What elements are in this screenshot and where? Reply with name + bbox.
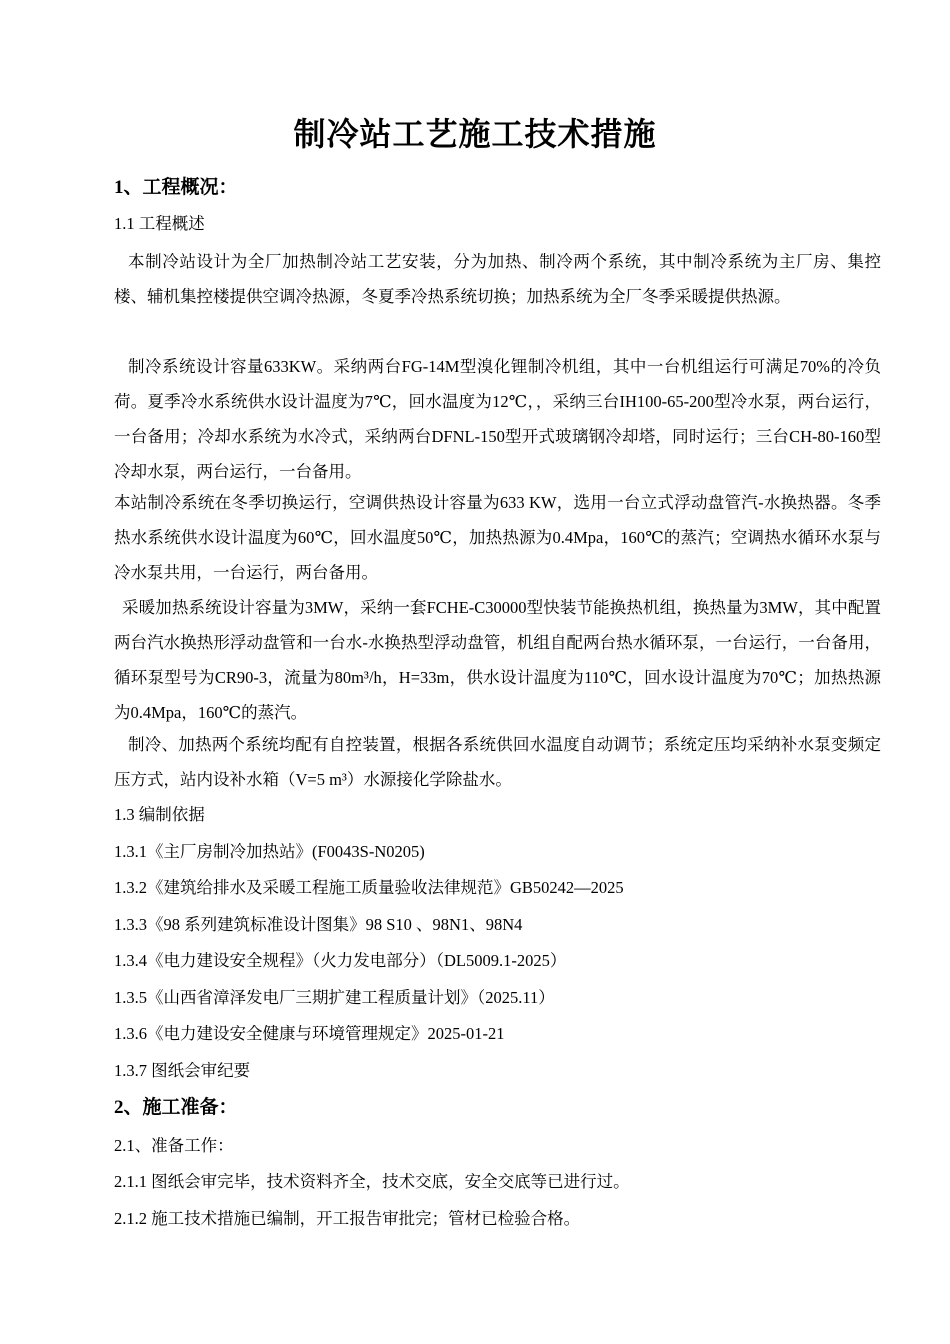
paragraph-winter-heating: 本站制冷系统在冬季切换运行，空调供热设计容量为633 KW，选用一台立式浮动盘管汽-水换热器。冬季热水系统供水设计温度为60℃，回水温度50℃，加热热源为0.4Mpa，160℃的蒸汽；空调热水循环水泵与冷水泵共用，一台运行，两台备用。 bbox=[114, 493, 881, 582]
section-heading-overview: 1、工程概况： bbox=[114, 177, 238, 198]
paragraph-cooling-system: 制冷系统设计容量633KW。采纳两台FG-14M型溴化锂制冷机组，其中一台机组运行可满足70%的冷负荷。夏季冷水系统供水设计温度为7℃，回水温度为12℃，，采纳三台IH100-65-200型冷水泵，两台运行，一台备用；冷却水系统为水冷式，采纳两台DFNL-150型开式玻璃钢冷却塔，同时运行；三台CH-80-160型冷却水泵，两台运行，一台备用。 bbox=[114, 357, 881, 481]
paragraph-control-system: 制冷、加热两个系统均配有自控装置，根据各系统供回水温度自动调节；系统定压均采纳补水泵变频定压方式，站内设补水箱（V=5 m³）水源接化学除盐水。 bbox=[114, 735, 881, 789]
reference-item: 1.3.3《98 系列建筑标准设计图集》98 S10 、98N1、98N4 bbox=[114, 915, 523, 934]
reference-item: 1.3.6《电力建设安全健康与环境管理规定》2025-01-21 bbox=[114, 1024, 505, 1043]
section-heading-preparation: 2、施工准备： bbox=[114, 1097, 238, 1118]
paragraph-heating-system: 采暖加热系统设计容量为3MW，采纳一套FCHE-C30000型快装节能换热机组，换热量为3MW，其中配置两台汽水换热形浮动盘管和一台水-水换热型浮动盘管，机组自配两台热水循环泵，一台运行，一台备用，循环泵型号为CR90-3，流量为80m³/h，H=33m，供水设计温度为110℃，回水设计温度为70℃；加热热源为0.4Mpa，160℃的蒸汽。 bbox=[114, 598, 881, 722]
subsection-heading-preparation: 2.1、准备工作： bbox=[114, 1136, 234, 1155]
preparation-item: 2.1.1 图纸会审完毕，技术资料齐全，技术交底，安全交底等已进行过。 bbox=[114, 1172, 630, 1191]
subsection-heading-overview: 1.1 工程概述 bbox=[114, 214, 205, 233]
reference-item: 1.3.2《建筑给排水及采暖工程施工质量验收法律规范》GB50242—2025 bbox=[114, 878, 624, 897]
reference-item: 1.3.1《主厂房制冷加热站》(F0043S-N0205) bbox=[114, 842, 425, 861]
reference-item: 1.3.5《山西省漳泽发电厂三期扩建工程质量计划》（2025.11） bbox=[114, 988, 555, 1007]
preparation-item: 2.1.2 施工技术措施已编制，开工报告审批完；管材已检验合格。 bbox=[114, 1209, 581, 1228]
reference-item: 1.3.7 图纸会审纪要 bbox=[114, 1061, 251, 1080]
subsection-heading-basis: 1.3 编制依据 bbox=[114, 805, 205, 824]
paragraph-station-description: 本制冷站设计为全厂加热制冷站工艺安装，分为加热、制冷两个系统，其中制冷系统为主厂房、集控楼、辅机集控楼提供空调冷热源，冬夏季冷热系统切换；加热系统为全厂冬季采暖提供热源。 bbox=[114, 252, 881, 306]
reference-item: 1.3.4《电力建设安全规程》（火力发电部分）（DL5009.1-2025） bbox=[114, 951, 567, 970]
document-title: 制冷站工艺施工技术措施 bbox=[293, 116, 657, 152]
